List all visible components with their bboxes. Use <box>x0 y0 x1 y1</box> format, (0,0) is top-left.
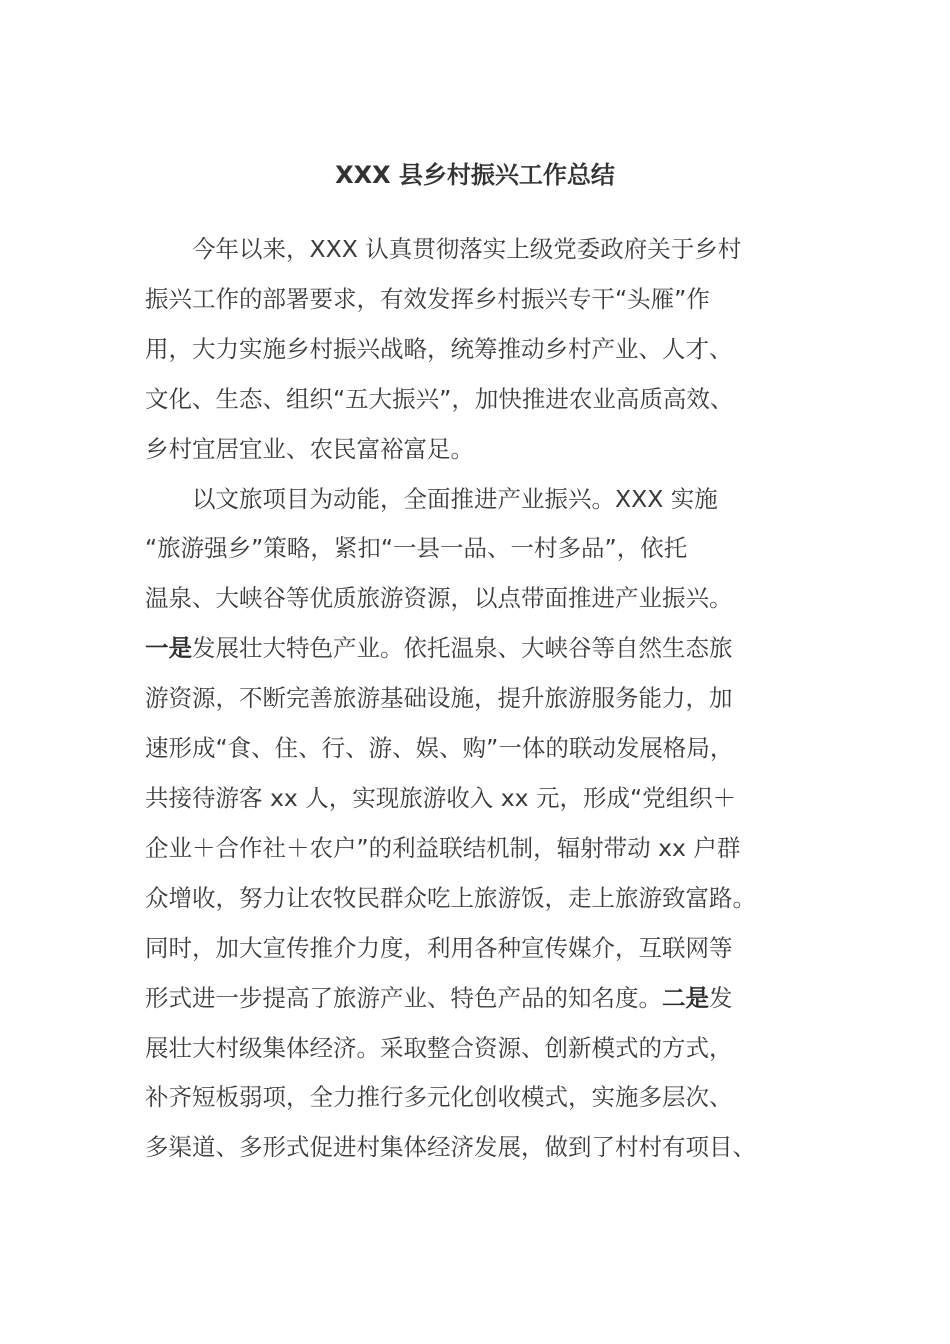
text-line: 同时，加大宣传推介力度，利用各种宣传媒介，互联网等 <box>145 933 733 962</box>
text-line: 用，大力实施乡村振兴战略，统筹推动乡村产业、人才、 <box>145 334 733 363</box>
text-line: 展壮大村级集体经济。采取整合资源、创新模式的方式， <box>145 1033 733 1062</box>
text-line: 众增收，努力让农牧民群众吃上旅游饭，走上旅游致富路。 <box>145 883 756 912</box>
document-title: XXX 县乡村振兴工作总结 <box>335 161 615 189</box>
text-line: 温泉、大峡谷等优质旅游资源，以点带面推进产业振兴。 <box>145 584 733 613</box>
text-line: 速形成“食、住、行、游、娱、购”一体的联动发展格局， <box>145 734 734 763</box>
text-line: “旅游强乡”策略，紧扣“一县一品、一村多品”，依托 <box>145 534 688 563</box>
text-line: 补齐短板弱项，全力推行多元化创收模式，实施多层次、 <box>145 1083 733 1112</box>
text-line <box>145 974 805 1024</box>
text-line: 今年以来，XXX 认真贯彻落实上级党委政府关于乡村 <box>192 235 742 263</box>
point-two-label: 二是 <box>662 983 709 1012</box>
text-line <box>145 624 805 674</box>
text-line: 多渠道、多形式促进村集体经济发展，做到了村村有项目、 <box>145 1133 756 1162</box>
point-two-suffix: 发 <box>709 983 733 1012</box>
text-line: 游资源，不断完善旅游基础设施，提升旅游服务能力，加 <box>145 684 733 713</box>
text-line: 振兴工作的部署要求，有效发挥乡村振兴专干“头雁”作 <box>145 284 710 313</box>
document-body <box>145 225 805 1173</box>
point-two-prefix: 形式进一步提高了旅游产业、特色产品的知名度。 <box>145 983 662 1012</box>
text-line: 乡村宜居宜业、农民富裕富足。 <box>145 434 474 463</box>
paragraph-intro <box>145 225 805 475</box>
text-line: 共接待游客 xx 人，实现旅游收入 xx 元，形成“党组织＋ <box>145 783 737 812</box>
point-one-label: 一是 <box>145 634 192 663</box>
text-line: 文化、生态、组织“五大振兴”，加快推进农业高质高效、 <box>145 384 734 413</box>
paragraph-industry <box>145 475 805 1174</box>
point-one-text: 发展壮大特色产业。依托温泉、大峡谷等自然生态旅 <box>192 634 733 663</box>
text-line: 以文旅项目为动能，全面推进产业振兴。XXX 实施 <box>192 484 718 513</box>
text-line: 企业＋合作社＋农户”的利益联结机制，辐射带动 xx 户群 <box>145 833 741 862</box>
